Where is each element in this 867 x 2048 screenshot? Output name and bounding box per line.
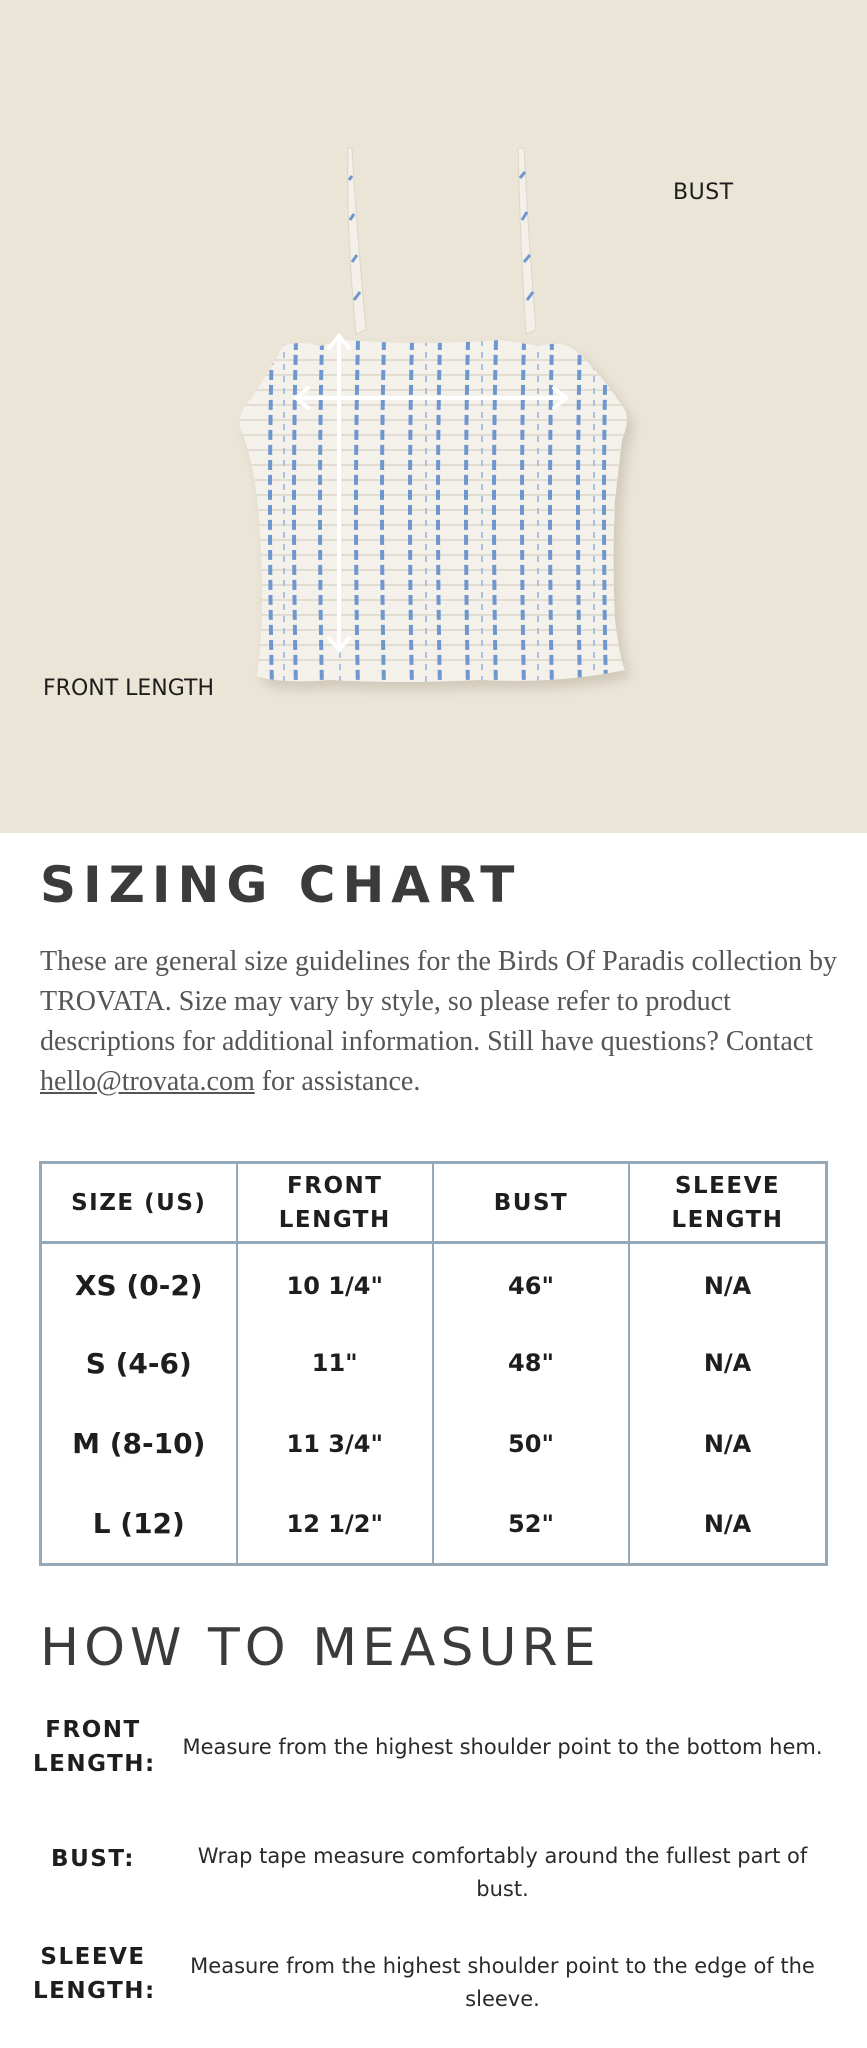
- measure-desc-sleeve-length: Measure from the highest shoulder point to the edge of the sleeve.: [190, 1954, 815, 2011]
- sleeve-length-cell: N/A: [629, 1243, 826, 1324]
- measure-label-bust: BUST:: [51, 1846, 135, 1872]
- size-cell: XS (0-2): [41, 1243, 237, 1324]
- measure-desc-bust: Wrap tape measure comfortably around the fullest part of bust.: [197, 1844, 808, 1901]
- strap-left: [348, 148, 366, 334]
- size-cell: M (8-10): [41, 1404, 237, 1485]
- front-length-cell: 11 3/4": [237, 1404, 433, 1485]
- bust-cell: 46": [433, 1243, 629, 1324]
- intro-text: These are general size guidelines for the Birds Of Paradis collection by TROVATA. Size may vary by style, so please refer to product descriptions for additional information. Still have questions? Contact: [40, 946, 837, 1057]
- front-length-cell: 10 1/4": [237, 1243, 433, 1324]
- table-row: [41, 1243, 827, 1324]
- front-length-label: FRONT LENGTH: [43, 676, 215, 701]
- bust-cell: 52": [433, 1484, 629, 1565]
- column-header-front-length: FRONT LENGTH: [237, 1163, 433, 1243]
- table-row: [41, 1484, 827, 1565]
- how-to-measure-title: HOW TO MEASURE: [40, 1618, 601, 1678]
- measure-desc-front-length: Measure from the highest shoulder point to the bottom hem.: [182, 1735, 823, 1759]
- bust-cell: 50": [433, 1404, 629, 1485]
- sleeve-length-cell: N/A: [629, 1484, 826, 1565]
- front-length-cell: 11": [237, 1323, 433, 1404]
- table-row: [41, 1323, 827, 1404]
- sizing-intro: [40, 942, 840, 1102]
- intro-suffix: for assistance.: [254, 1066, 421, 1097]
- measure-label-front-length: FRONT LENGTH:: [33, 1717, 156, 1777]
- size-cell: S (4-6): [41, 1323, 237, 1404]
- column-header-size: SIZE (US): [41, 1163, 237, 1243]
- size-table: [39, 1161, 828, 1566]
- column-header-bust: BUST: [433, 1163, 629, 1243]
- front-length-cell: 12 1/2": [237, 1484, 433, 1565]
- sizing-chart-title: SIZING CHART: [40, 856, 522, 914]
- product-image-area: [0, 0, 867, 833]
- size-cell: L (12): [41, 1484, 237, 1565]
- table-row: [41, 1404, 827, 1485]
- garment-illustration: [0, 0, 867, 833]
- sleeve-length-cell: N/A: [629, 1404, 826, 1485]
- sleeve-length-cell: N/A: [629, 1323, 826, 1404]
- strap-right: [518, 148, 536, 334]
- bust-cell: 48": [433, 1323, 629, 1404]
- measure-label-sleeve-length: SLEEVE LENGTH:: [33, 1944, 156, 2004]
- contact-email-link[interactable]: hello@trovata.com: [40, 1066, 255, 1097]
- bust-label: BUST: [673, 180, 734, 205]
- column-header-sleeve-length: SLEEVE LENGTH: [629, 1163, 826, 1243]
- table-header-row: [41, 1163, 827, 1243]
